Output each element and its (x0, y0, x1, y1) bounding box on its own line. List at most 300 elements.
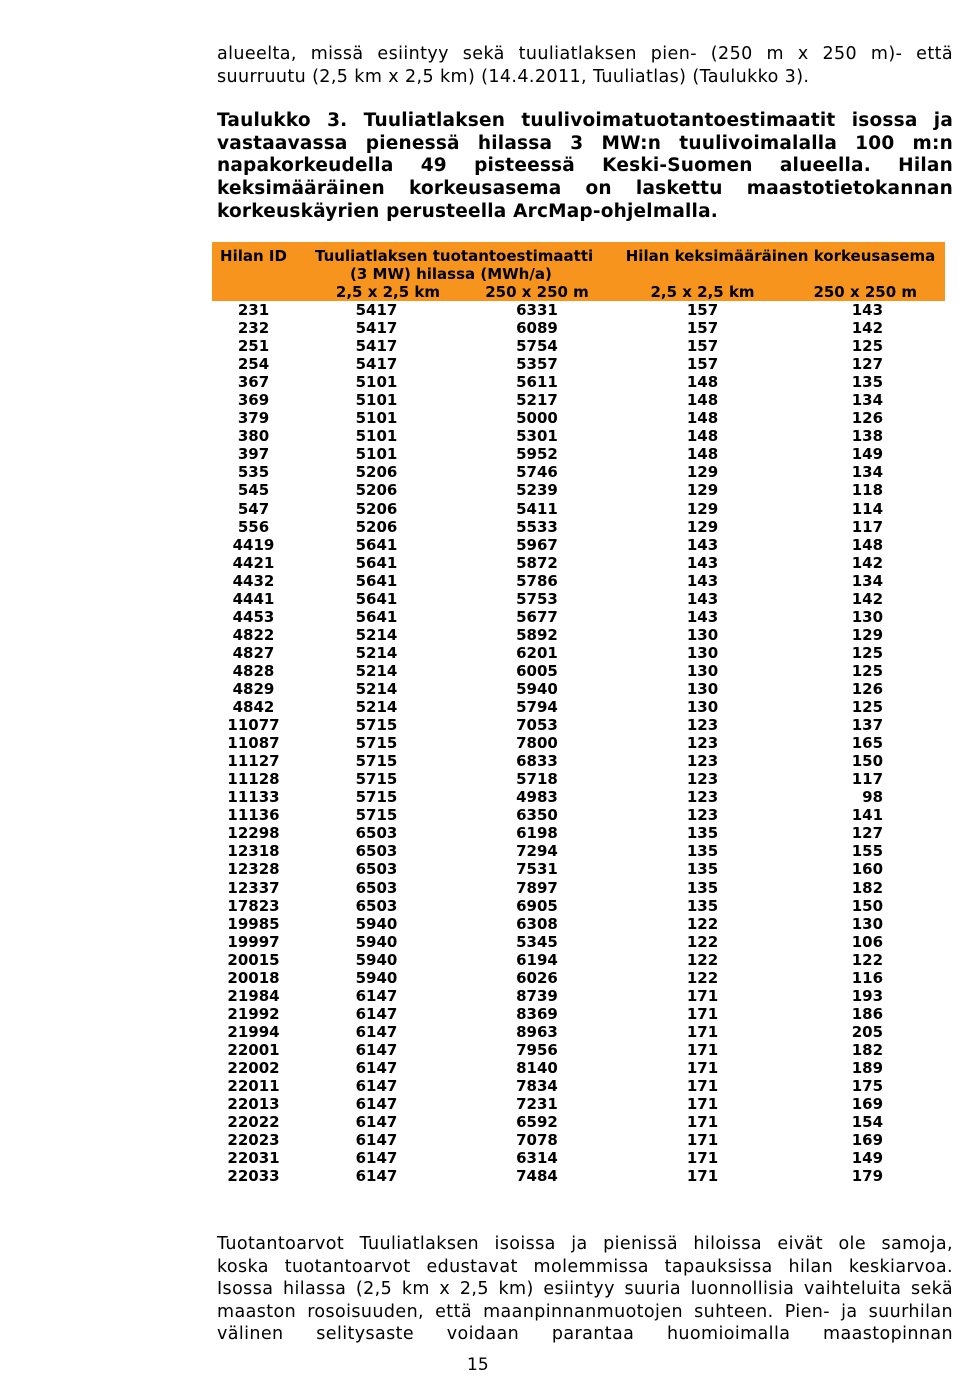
cell-production-large: 5206 (355, 499, 398, 518)
cell-elevation-small: 160 (851, 860, 884, 879)
cell-production-large: 5940 (355, 914, 398, 933)
cell-hilan-id: 4829 (232, 680, 275, 698)
table-header (212, 242, 945, 301)
cell-elevation-small: 169 (851, 1095, 884, 1114)
cell-elevation-small: 175 (851, 1077, 884, 1096)
caption-line: Taulukko 3. Tuuliatlaksen tuulivoimatuotantoestimaatit isossa ja (217, 110, 953, 131)
table-row (212, 842, 945, 860)
cell-production-large: 5940 (355, 932, 398, 951)
cell-production-small: 5677 (516, 607, 558, 626)
cell-elevation-large: 148 (686, 445, 719, 464)
cell-production-large: 5940 (355, 950, 398, 969)
table-row (212, 644, 945, 662)
cell-production-large: 6503 (355, 860, 398, 879)
cell-elevation-large: 143 (686, 607, 719, 626)
cell-elevation-large: 122 (686, 914, 719, 933)
cell-hilan-id: 22011 (227, 1077, 280, 1096)
cell-elevation-large: 171 (686, 1040, 719, 1059)
table-row (212, 500, 945, 518)
cell-elevation-large: 135 (686, 860, 719, 879)
table-body (212, 301, 945, 1185)
cell-production-small: 5753 (516, 589, 558, 608)
cell-production-large: 5417 (355, 319, 398, 338)
cell-elevation-large: 130 (686, 698, 719, 717)
cell-hilan-id: 254 (237, 355, 270, 374)
cell-hilan-id: 380 (237, 427, 270, 446)
cell-elevation-large: 129 (686, 481, 719, 500)
cell-hilan-id: 19997 (227, 932, 280, 951)
cell-production-large: 5715 (355, 734, 398, 753)
cell-elevation-large: 171 (686, 1022, 719, 1041)
table-row (212, 716, 945, 734)
cell-hilan-id: 11087 (227, 734, 280, 753)
cell-elevation-large: 148 (686, 391, 719, 410)
cell-elevation-small: 182 (851, 878, 884, 897)
cell-production-small: 4983 (516, 788, 558, 807)
cell-hilan-id: 22023 (227, 1131, 280, 1150)
table-row (212, 463, 945, 481)
table-row (212, 445, 945, 463)
cell-elevation-small: 125 (851, 661, 884, 680)
cell-production-large: 6147 (355, 1149, 398, 1168)
cell-elevation-small: 122 (851, 950, 884, 969)
cell-production-large: 5715 (355, 788, 398, 807)
cell-elevation-large: 171 (686, 1058, 719, 1077)
table-row (212, 860, 945, 878)
cell-elevation-large: 122 (686, 950, 719, 969)
table-row (212, 301, 945, 319)
cell-production-large: 6147 (355, 1095, 398, 1114)
cell-production-small: 5533 (516, 517, 558, 536)
cell-elevation-large: 143 (686, 589, 719, 608)
cell-production-small: 5718 (516, 770, 558, 789)
cell-hilan-id: 4453 (232, 607, 275, 626)
table-caption (217, 110, 953, 224)
table-row (212, 824, 945, 842)
table-row (212, 897, 945, 915)
cell-production-small: 6089 (516, 319, 558, 338)
cell-hilan-id: 12337 (227, 878, 280, 897)
cell-elevation-large: 143 (686, 535, 719, 554)
cell-production-large: 5641 (355, 535, 398, 554)
cell-elevation-small: 130 (851, 607, 884, 626)
cell-production-small: 5357 (516, 355, 558, 374)
cell-production-small: 5952 (516, 445, 558, 464)
cell-production-small: 5746 (516, 463, 558, 482)
table-row (212, 1167, 945, 1185)
cell-production-small: 6592 (516, 1113, 558, 1132)
table-row (212, 1023, 945, 1041)
cell-production-large: 5641 (355, 553, 398, 572)
cell-elevation-large: 122 (686, 968, 719, 987)
outro-line: maaston rosoisuuden, että maanpinnanmuotojen suhteen. Pien- ja suurhilan (217, 1301, 953, 1322)
cell-production-large: 5715 (355, 806, 398, 825)
table-row (212, 1095, 945, 1113)
cell-hilan-id: 22001 (227, 1040, 280, 1059)
cell-elevation-small: 125 (851, 337, 884, 356)
cell-production-large: 5101 (355, 427, 398, 446)
table-row (212, 933, 945, 951)
cell-elevation-small: 129 (851, 625, 884, 644)
cell-elevation-small: 98 (862, 788, 884, 807)
cell-elevation-large: 129 (686, 499, 719, 518)
table-row (212, 698, 945, 716)
cell-hilan-id: 21994 (227, 1022, 280, 1041)
cell-elevation-small: 125 (851, 643, 884, 662)
table-row (212, 770, 945, 788)
cell-hilan-id: 21992 (227, 1004, 280, 1023)
cell-elevation-large: 123 (686, 788, 719, 807)
cell-production-large: 6147 (355, 1022, 398, 1041)
cell-elevation-large: 157 (686, 319, 719, 338)
cell-hilan-id: 11077 (227, 716, 280, 735)
cell-production-large: 5214 (355, 680, 398, 698)
cell-production-small: 7294 (516, 842, 558, 861)
cell-hilan-id: 379 (237, 409, 270, 428)
cell-elevation-small: 142 (851, 319, 884, 338)
cell-elevation-large: 135 (686, 842, 719, 861)
cell-elevation-large: 171 (686, 1095, 719, 1114)
cell-elevation-large: 130 (686, 661, 719, 680)
cell-elevation-large: 123 (686, 752, 719, 771)
cell-hilan-id: 4419 (232, 535, 275, 554)
cell-production-large: 6147 (355, 1077, 398, 1096)
outro-line: Isossa hilassa (2,5 km x 2,5 km) esiintyy suuria luonnollisia vaihteluita sekä (217, 1279, 953, 1299)
cell-elevation-large: 135 (686, 896, 719, 915)
cell-hilan-id: 22022 (227, 1113, 280, 1132)
cell-production-large: 5206 (355, 517, 398, 536)
cell-hilan-id: 21984 (227, 986, 280, 1005)
outro-paragraph (217, 1233, 953, 1346)
cell-elevation-small: 117 (851, 517, 884, 536)
table-row (212, 590, 945, 608)
cell-production-large: 5206 (355, 463, 398, 482)
table-row (212, 481, 945, 499)
intro-line: alueelta, missä esiintyy sekä tuuliatlaksen pien- (250 m x 250 m)- että (217, 44, 953, 64)
cell-production-large: 6147 (355, 1131, 398, 1150)
cell-elevation-small: 148 (851, 535, 884, 554)
cell-elevation-small: 130 (851, 914, 884, 933)
cell-hilan-id: 556 (237, 517, 270, 536)
cell-production-large: 5417 (355, 337, 398, 356)
table-row (212, 1041, 945, 1059)
table-row (212, 626, 945, 644)
cell-elevation-small: 106 (851, 932, 884, 951)
cell-hilan-id: 11136 (227, 806, 280, 825)
cell-elevation-large: 171 (686, 1149, 719, 1168)
cell-production-small: 5239 (516, 481, 558, 500)
cell-production-large: 5214 (355, 643, 398, 662)
cell-production-large: 6147 (355, 1167, 398, 1186)
cell-hilan-id: 19985 (227, 914, 280, 933)
cell-elevation-large: 171 (686, 1077, 719, 1096)
cell-elevation-small: 114 (851, 499, 884, 518)
cell-hilan-id: 12318 (227, 842, 280, 861)
cell-elevation-small: 125 (851, 698, 884, 717)
cell-elevation-large: 171 (686, 1113, 719, 1132)
cell-production-large: 6147 (355, 1113, 398, 1132)
cell-production-small: 6331 (516, 301, 558, 320)
cell-production-small: 6005 (516, 661, 558, 680)
table-row (212, 608, 945, 626)
table-row (212, 518, 945, 536)
cell-elevation-small: 137 (851, 716, 884, 735)
cell-production-small: 6350 (516, 806, 558, 825)
cell-production-large: 5101 (355, 409, 398, 428)
cell-elevation-large: 148 (686, 409, 719, 428)
header-empty (616, 265, 945, 283)
cell-production-large: 6147 (355, 1004, 398, 1023)
cell-production-large: 6503 (355, 896, 398, 915)
cell-elevation-small: 179 (851, 1167, 884, 1186)
cell-production-small: 7897 (516, 878, 558, 897)
cell-elevation-small: 138 (851, 427, 884, 446)
cell-elevation-small: 116 (851, 968, 884, 987)
table-row (212, 1113, 945, 1131)
cell-elevation-small: 205 (851, 1022, 884, 1041)
table-row (212, 427, 945, 445)
table-row (212, 806, 945, 824)
cell-elevation-small: 169 (851, 1131, 884, 1150)
cell-production-small: 7231 (516, 1095, 558, 1114)
table-row (212, 1077, 945, 1095)
cell-production-small: 7053 (516, 716, 558, 735)
cell-elevation-small: 126 (851, 409, 884, 428)
cell-production-large: 5641 (355, 571, 398, 590)
cell-elevation-large: 130 (686, 680, 719, 698)
table-row (212, 879, 945, 897)
cell-production-small: 7078 (516, 1131, 558, 1150)
cell-hilan-id: 4828 (232, 661, 275, 680)
cell-production-small: 7834 (516, 1077, 558, 1096)
table-row (212, 1149, 945, 1167)
table-row (212, 355, 945, 373)
cell-elevation-small: 193 (851, 986, 884, 1005)
table-row (212, 788, 945, 806)
cell-production-small: 5794 (516, 698, 558, 717)
header-empty (212, 265, 295, 283)
header-production: Tuuliatlaksen tuotantoestimaatti (295, 242, 616, 265)
cell-hilan-id: 11127 (227, 752, 280, 771)
header-elevation: Hilan keksimääräinen korkeusasema (616, 242, 945, 265)
table-row (212, 987, 945, 1005)
cell-elevation-small: 141 (851, 806, 884, 825)
cell-elevation-small: 118 (851, 481, 884, 500)
cell-production-small: 8739 (516, 986, 558, 1005)
cell-production-small: 6833 (516, 752, 558, 771)
cell-elevation-small: 126 (851, 680, 884, 698)
outro-line: koska tuotantoarvot edustavat molemmissa tapauksissa hilan keskiarvoa. (217, 1256, 953, 1277)
cell-production-large: 6503 (355, 824, 398, 843)
cell-production-large: 6503 (355, 878, 398, 897)
cell-hilan-id: 535 (237, 463, 270, 482)
header-production-unit: (3 MW) hilassa (MWh/a) (295, 265, 616, 283)
cell-elevation-large: 157 (686, 301, 719, 320)
cell-production-small: 6198 (516, 824, 558, 843)
cell-elevation-large: 130 (686, 625, 719, 644)
table-row (212, 734, 945, 752)
cell-production-large: 6147 (355, 1058, 398, 1077)
cell-hilan-id: 22013 (227, 1095, 280, 1114)
cell-elevation-large: 123 (686, 806, 719, 825)
cell-hilan-id: 397 (237, 445, 270, 464)
cell-elevation-small: 134 (851, 463, 884, 482)
cell-production-small: 8140 (516, 1058, 558, 1077)
cell-production-small: 5611 (516, 373, 558, 392)
cell-production-small: 8963 (516, 1022, 558, 1041)
cell-elevation-large: 157 (686, 337, 719, 356)
cell-hilan-id: 232 (237, 319, 270, 338)
cell-elevation-large: 143 (686, 553, 719, 572)
cell-elevation-small: 186 (851, 1004, 884, 1023)
cell-elevation-large: 122 (686, 932, 719, 951)
cell-elevation-large: 135 (686, 824, 719, 843)
cell-production-small: 5345 (516, 932, 558, 951)
outro-line: välinen selitysaste voidaan parantaa huomioimalla maastopinnan (217, 1324, 953, 1344)
cell-production-small: 5411 (516, 499, 558, 518)
cell-elevation-small: 150 (851, 896, 884, 915)
cell-production-small: 5301 (516, 427, 558, 446)
subheader-production-small: 250 x 250 m (458, 283, 616, 301)
table-row (212, 319, 945, 337)
cell-hilan-id: 11128 (227, 770, 280, 789)
cell-production-large: 5101 (355, 373, 398, 392)
header-hilan-id: Hilan ID (212, 242, 295, 265)
table-row (212, 951, 945, 969)
cell-production-small: 7531 (516, 860, 558, 879)
cell-hilan-id: 4822 (232, 625, 275, 644)
cell-elevation-small: 127 (851, 355, 884, 374)
cell-production-large: 5214 (355, 661, 398, 680)
table-row (212, 680, 945, 698)
cell-hilan-id: 12328 (227, 860, 280, 879)
table-row (212, 536, 945, 554)
cell-elevation-large: 171 (686, 1131, 719, 1150)
cell-production-small: 5940 (516, 680, 558, 698)
cell-elevation-large: 123 (686, 734, 719, 753)
cell-production-small: 8369 (516, 1004, 558, 1023)
cell-production-large: 5206 (355, 481, 398, 500)
intro-paragraph (217, 43, 953, 88)
table-row (212, 409, 945, 427)
cell-hilan-id: 231 (237, 301, 270, 320)
cell-hilan-id: 20015 (227, 950, 280, 969)
cell-hilan-id: 4842 (232, 698, 275, 717)
cell-elevation-small: 142 (851, 589, 884, 608)
production-table (212, 242, 945, 1185)
cell-hilan-id: 12298 (227, 824, 280, 843)
cell-production-large: 5715 (355, 770, 398, 789)
cell-elevation-small: 134 (851, 571, 884, 590)
cell-production-small: 6201 (516, 643, 558, 662)
header-empty (212, 283, 295, 301)
cell-production-small: 7800 (516, 734, 558, 753)
cell-elevation-small: 150 (851, 752, 884, 771)
cell-elevation-small: 143 (851, 301, 884, 320)
cell-elevation-small: 134 (851, 391, 884, 410)
cell-hilan-id: 11133 (227, 788, 280, 807)
cell-elevation-small: 189 (851, 1058, 884, 1077)
cell-production-small: 6308 (516, 914, 558, 933)
cell-production-small: 6194 (516, 950, 558, 969)
cell-elevation-large: 129 (686, 517, 719, 536)
cell-production-large: 5417 (355, 301, 398, 320)
cell-elevation-small: 182 (851, 1040, 884, 1059)
intro-line: suurruutu (2,5 km x 2,5 km) (14.4.2011, Tuuliatlas) (Taulukko 3). (217, 66, 810, 87)
cell-hilan-id: 4421 (232, 553, 275, 572)
cell-elevation-large: 123 (686, 770, 719, 789)
cell-production-small: 5967 (516, 535, 558, 554)
cell-elevation-large: 130 (686, 643, 719, 662)
cell-elevation-small: 154 (851, 1113, 884, 1132)
cell-production-small: 6905 (516, 896, 558, 915)
subheader-production-large: 2,5 x 2,5 km (295, 283, 458, 301)
cell-elevation-small: 142 (851, 553, 884, 572)
cell-elevation-small: 155 (851, 842, 884, 861)
cell-hilan-id: 20018 (227, 968, 280, 987)
cell-elevation-large: 148 (686, 427, 719, 446)
cell-production-small: 6314 (516, 1149, 558, 1168)
cell-production-small: 5892 (516, 625, 558, 644)
cell-production-small: 5754 (516, 337, 558, 356)
cell-production-large: 5715 (355, 752, 398, 771)
cell-elevation-small: 149 (851, 445, 884, 464)
table-row (212, 752, 945, 770)
cell-elevation-large: 143 (686, 571, 719, 590)
caption-line: korkeuskäyrien perusteella ArcMap-ohjelmalla. (217, 200, 719, 222)
table-row (212, 373, 945, 391)
cell-hilan-id: 4441 (232, 589, 275, 608)
cell-production-small: 5217 (516, 391, 558, 410)
cell-production-small: 5000 (516, 409, 558, 428)
cell-hilan-id: 22031 (227, 1149, 280, 1168)
cell-elevation-small: 165 (851, 734, 884, 753)
cell-production-large: 5641 (355, 589, 398, 608)
cell-production-large: 6147 (355, 1040, 398, 1059)
cell-production-large: 6147 (355, 986, 398, 1005)
cell-elevation-large: 171 (686, 1004, 719, 1023)
cell-hilan-id: 547 (237, 499, 270, 518)
cell-hilan-id: 367 (237, 373, 270, 392)
cell-hilan-id: 4827 (232, 643, 275, 662)
cell-production-large: 5417 (355, 355, 398, 374)
table-row (212, 554, 945, 572)
cell-production-large: 5940 (355, 968, 398, 987)
cell-production-large: 5101 (355, 445, 398, 464)
subheader-elevation-small: 250 x 250 m (789, 283, 945, 301)
subheader-elevation-large: 2,5 x 2,5 km (616, 283, 789, 301)
cell-elevation-small: 135 (851, 373, 884, 392)
cell-hilan-id: 17823 (227, 896, 280, 915)
table-row (212, 391, 945, 409)
cell-hilan-id: 4432 (232, 571, 275, 590)
cell-hilan-id: 22033 (227, 1167, 280, 1186)
cell-production-large: 5641 (355, 607, 398, 626)
cell-production-small: 5786 (516, 571, 558, 590)
table-row (212, 969, 945, 987)
cell-production-small: 7956 (516, 1040, 558, 1059)
cell-elevation-large: 171 (686, 1167, 719, 1186)
cell-elevation-small: 127 (851, 824, 884, 843)
cell-elevation-large: 123 (686, 716, 719, 735)
cell-elevation-large: 148 (686, 373, 719, 392)
cell-elevation-large: 135 (686, 878, 719, 897)
cell-hilan-id: 22002 (227, 1058, 280, 1077)
outro-line: Tuotantoarvot Tuuliatlaksen isoissa ja pienissä hiloissa eivät ole samoja, (217, 1234, 953, 1254)
table-row (212, 337, 945, 355)
cell-production-small: 7484 (516, 1167, 558, 1186)
table-row (212, 915, 945, 933)
